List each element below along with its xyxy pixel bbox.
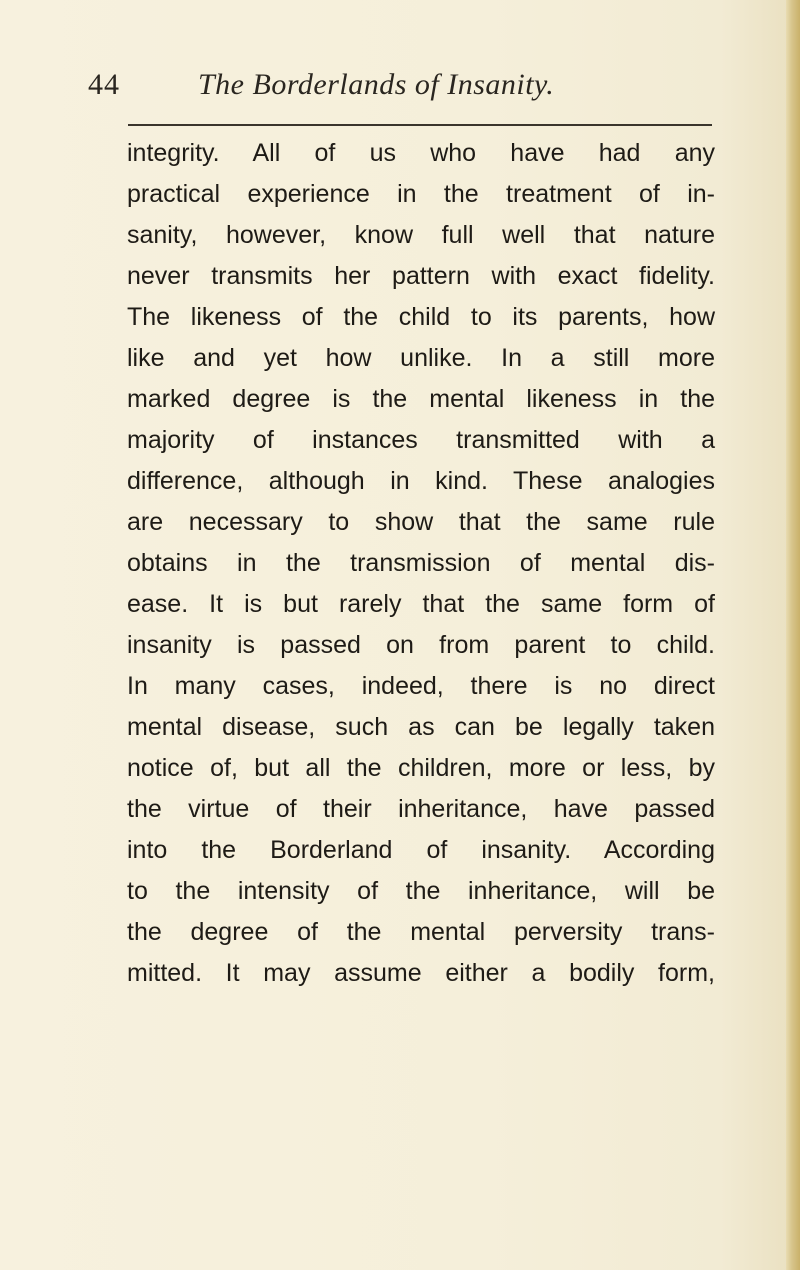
text-line: mitted. It may assume either a bodily form, <box>127 959 715 987</box>
text-line: difference, although in kind. These analogies <box>127 467 715 495</box>
text-line: sanity, however, know full well that nature <box>127 221 715 249</box>
text-line: majority of instances transmitted with a <box>127 426 715 454</box>
text-line: ease. It is but rarely that the same form of <box>127 590 715 618</box>
text-line: obtains in the transmission of mental dis- <box>127 549 715 577</box>
page-number: 44 <box>88 68 120 101</box>
text-line: the degree of the mental perversity trans- <box>127 918 715 946</box>
running-head <box>88 62 728 108</box>
text-line: into the Borderland of insanity. According <box>127 836 715 864</box>
text-line: practical experience in the treatment of in- <box>127 180 715 208</box>
text-line: In many cases, indeed, there is no direct <box>127 672 715 700</box>
text-line: are necessary to show that the same rule <box>127 508 715 536</box>
body-text <box>127 133 715 994</box>
text-line: integrity. All of us who have had any <box>127 139 715 167</box>
text-line: insanity is passed on from parent to child. <box>127 631 715 659</box>
text-line: marked degree is the mental likeness in the <box>127 385 715 413</box>
text-line: The likeness of the child to its parents, how <box>127 303 715 331</box>
text-line: never transmits her pattern with exact fidelity. <box>127 262 715 290</box>
text-line: to the intensity of the inheritance, will be <box>127 877 715 905</box>
header-rule <box>128 124 712 126</box>
running-title: The Borderlands of Insanity. <box>198 68 555 101</box>
text-line: notice of, but all the children, more or less, by <box>127 754 715 782</box>
text-line: the virtue of their inheritance, have passed <box>127 795 715 823</box>
text-line: mental disease, such as can be legally taken <box>127 713 715 741</box>
page-edge <box>786 0 800 1270</box>
text-line: like and yet how unlike. In a still more <box>127 344 715 372</box>
